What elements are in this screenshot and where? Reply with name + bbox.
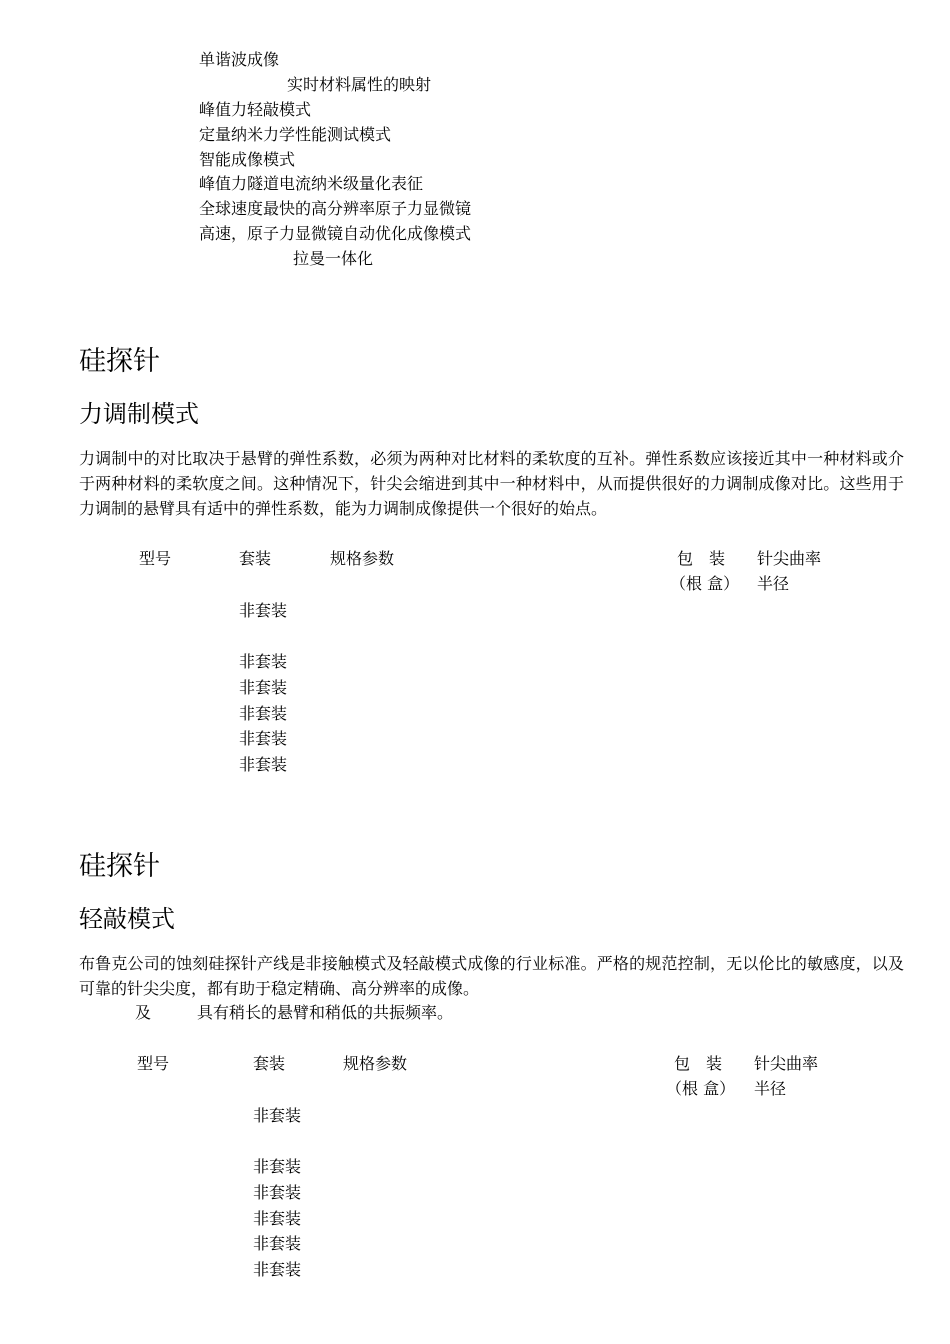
feature-item: 全球速度最快的高分辨率原子力显微镜 [199, 199, 472, 218]
feature-item: 智能成像模式 [199, 150, 296, 169]
section-title: 硅探针 [79, 851, 160, 882]
note-prefix: 及 [135, 1003, 152, 1022]
feature-item: 峰值力隧道电流纳米级量化表征 [199, 174, 424, 193]
table-cell-kit: 非套装 [253, 1183, 302, 1202]
feature-item: 拉曼一体化 [293, 249, 374, 268]
table-cell-kit: 非套装 [239, 601, 288, 620]
table-cell-kit: 非套装 [253, 1209, 302, 1228]
table-cell-kit: 非套装 [239, 678, 288, 697]
feature-item: 峰值力轻敲模式 [199, 100, 312, 119]
feature-item: 实时材料属性的映射 [287, 75, 432, 94]
table-cell-kit: 非套装 [239, 652, 288, 671]
table-cell-kit: 非套装 [239, 755, 288, 774]
section-paragraph: 布鲁克公司的蚀刻硅探针产线是非接触模式及轻敲模式成像的行业标准。严格的规范控制，无以伦比的敏感度，以及可靠的针尖尖度，都有助于稳定精确、高分辨率的成像。 [79, 954, 904, 998]
col-header-spec: 规格参数 [343, 1054, 408, 1073]
feature-item: 定量纳米力学性能测试模式 [199, 125, 392, 144]
col-header-tip: 针尖曲率 [754, 1054, 819, 1073]
col-header-tip-radius: 半径 [754, 1079, 787, 1098]
col-header-model: 型号 [137, 1054, 170, 1073]
col-header-tip-radius: 半径 [757, 574, 790, 593]
table-cell-kit: 非套装 [253, 1234, 302, 1253]
feature-item: 单谐波成像 [199, 50, 280, 69]
section-title: 硅探针 [79, 346, 160, 377]
col-header-kit: 套装 [253, 1054, 286, 1073]
col-header-pack-unit: （根 盒） [666, 1079, 736, 1098]
feature-item: 高速，原子力显微镜自动优化成像模式 [199, 224, 472, 243]
col-header-pack: 包 装 [677, 549, 726, 568]
section-subtitle: 轻敲模式 [79, 905, 175, 933]
table-cell-kit: 非套装 [253, 1106, 302, 1125]
col-header-pack-unit: （根 盒） [670, 574, 740, 593]
section-paragraph: 力调制中的对比取决于悬臂的弹性系数，必须为两种对比材料的柔软度的互补。弹性系数应该接近其中一种材料或介于两种材料的柔软度之间。这种情况下，针尖会缩进到其中一种材料中，从而提供很好的力调制成像对比。这些用于力调制的悬臂具有适中的弹性系数，能为力调制成像提供一个很好的始点。 [79, 449, 904, 518]
note-text: 具有稍长的悬臂和稍低的共振频率。 [197, 1003, 454, 1022]
section-subtitle: 力调制模式 [79, 400, 199, 428]
col-header-pack: 包 装 [674, 1054, 723, 1073]
col-header-tip: 针尖曲率 [757, 549, 822, 568]
table-cell-kit: 非套装 [239, 729, 288, 748]
table-cell-kit: 非套装 [239, 704, 288, 723]
table-cell-kit: 非套装 [253, 1157, 302, 1176]
col-header-model: 型号 [139, 549, 172, 568]
col-header-kit: 套装 [239, 549, 272, 568]
col-header-spec: 规格参数 [330, 549, 395, 568]
table-cell-kit: 非套装 [253, 1260, 302, 1279]
